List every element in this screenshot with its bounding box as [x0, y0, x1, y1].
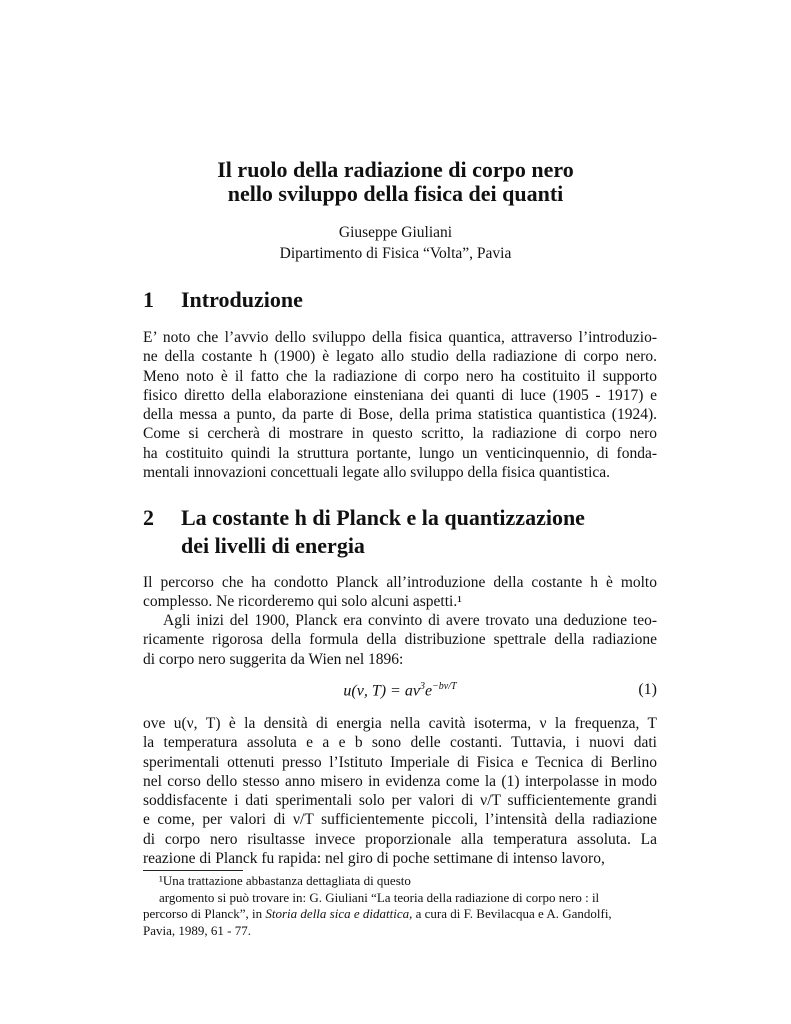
text-line: e come, per valori di ν/T sufficientemente piccoli, l’intensità della radiazione [143, 811, 657, 829]
footnote-line-3 [143, 906, 657, 923]
text-line: Come si cercherà di mostrare in questo scritto, la radiazione di corpo nero [143, 425, 657, 443]
author-name: Giuseppe Giuliani [338, 224, 453, 241]
footnote-rule [143, 870, 243, 871]
footnote [143, 873, 657, 939]
text-line: ricamente rigorosa della formula della distribuzione spettrale della radiazione [143, 631, 657, 649]
section-2-title-line-1: La costante h di Planck e la quantizzazione [181, 505, 585, 530]
equation-1 [143, 681, 657, 703]
text-line: ove u(ν, T) è la densità di energia nella cavità isoterma, ν la frequenza, T [143, 715, 657, 732]
section-2-title-line-2: dei livelli di energia [181, 533, 365, 558]
section-1-heading [143, 286, 303, 314]
equation-lhs: u(ν, T) = aν [343, 682, 420, 700]
text-line: ha costituito quindi la struttura portante, lungo un venticinquennio, di fonda- [143, 444, 657, 462]
section-2-paragraph-3 [143, 714, 657, 868]
section-1-number: 1 [143, 287, 154, 312]
text-line: mentali innovazioni concettuali legate allo sviluppo della fisica quantistica. [143, 464, 611, 482]
text-line: di corpo nero suggerita da Wien nel 1896: [143, 650, 404, 668]
paper-title [0, 158, 791, 206]
text-line: Agli inizi del 1900, Planck era convinto di avere trovato una deduzione teo- [163, 612, 657, 629]
text-line: la temperatura assoluta e a e b sono delle costanti. Tuttavia, i nuovi dati [143, 734, 657, 752]
text-line: Il percorso che ha condotto Planck all’introduzione della costante h è molto [143, 574, 657, 591]
author-affiliation: Dipartimento di Fisica “Volta”, Pavia [279, 245, 512, 262]
section-2-heading [143, 504, 585, 560]
text-line: della messa a punto, da parte di Bose, della prima statistica quantistica (1924). [143, 406, 657, 424]
section-1-paragraph [143, 328, 657, 482]
footnote-line-2: argomento si può trovare in: G. Giuliani “La teoria della radiazione di corpo nero : il [159, 889, 600, 905]
footnote-book-title: Storia della sica e didattica [265, 906, 410, 921]
footnote-line-1: ¹Una trattazione abbastanza dettagliata di questo [159, 873, 411, 888]
equation-formula [143, 681, 657, 700]
equation-number: (1) [638, 681, 657, 698]
text-line: ne della costante h (1900) è legato allo studio della radiazione di corpo nero. [143, 348, 657, 366]
text-line: nel corso dello stesso anno misero in evidenza come la (1) interpolasse in modo [143, 772, 657, 790]
section-2-paragraph-2 [143, 611, 657, 669]
text-line: complesso. Ne ricorderemo qui solo alcuni aspetti.¹ [143, 593, 462, 611]
section-1-title: Introduzione [181, 287, 303, 312]
text-line: sperimentali ottenuti presso l’Istituto Imperiale di Fisica e Tecnica di Berlino [143, 753, 657, 771]
equation-exponent-1: 3 [419, 681, 425, 692]
equation-exponent-2: −bν/T [432, 681, 457, 692]
footnote-line-3-post: , a cura di F. Bevilacqua e A. Gandolfi, [409, 906, 612, 921]
text-line: Meno noto è il fatto che la radiazione di corpo nero ha costituito il supporto [143, 367, 657, 385]
footnote-line-4: Pavia, 1989, 61 - 77. [143, 922, 251, 938]
title-line-2: nello sviluppo della fisica dei quanti [227, 181, 564, 206]
title-line-1: Il ruolo della radiazione di corpo nero [217, 157, 574, 182]
footnote-line-3-pre: percorso di Planck”, in [143, 906, 266, 921]
section-2-number: 2 [143, 505, 154, 530]
section-2-paragraph-1 [143, 573, 657, 612]
author-block [0, 222, 791, 264]
text-line: di corpo nero risultasse invece proporzionale alla temperatura assoluta. La [143, 830, 657, 848]
text-line: fisico diretto della elaborazione einsteniana dei quanti di luce (1905 - 1917) e [143, 386, 657, 404]
text-line: soddisfacente i dati sperimentali solo per valori di ν/T sufficientemente grandi [143, 792, 657, 810]
text-line: reazione di Planck fu rapida: nel giro di poche settimane di intenso lavoro, [143, 850, 605, 868]
equation-exp-base: e [424, 682, 433, 700]
text-line: E’ noto che l’avvio dello sviluppo della fisica quantica, attraverso l’introduzio- [143, 329, 657, 346]
